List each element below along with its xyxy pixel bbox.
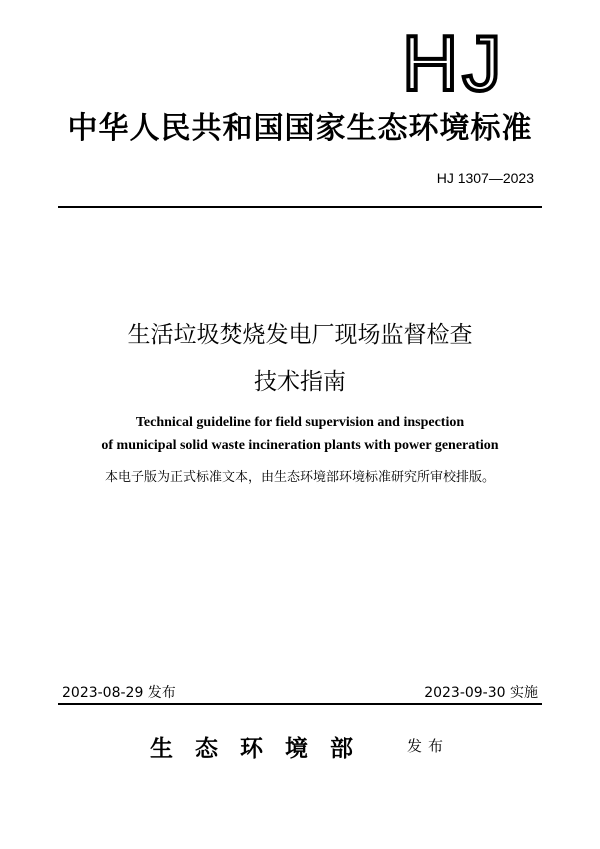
- english-title-line-2: of municipal solid waste incineration plants with power generation: [101, 438, 499, 453]
- top-divider: [58, 206, 542, 208]
- publisher-name: 生态环境部: [150, 735, 375, 762]
- hj-logo-text: HJ: [402, 22, 506, 97]
- standard-number: HJ 1307—2023: [436, 170, 534, 186]
- publish-label: 发布: [407, 737, 450, 755]
- hj-logo: [400, 22, 530, 97]
- bottom-divider: [58, 703, 542, 705]
- issue-date: 2023-08-29 发布: [62, 685, 176, 701]
- edition-note: 本电子版为正式标准文本，由生态环境部环境标准研究所审校排版。: [104, 470, 495, 485]
- agency-title: 中华人民共和国国家生态环境标准: [67, 111, 533, 146]
- implementation-date: 2023-09-30 实施: [424, 685, 538, 701]
- document-title-line-2: 技术指南: [254, 369, 346, 395]
- document-title-line-1: 生活垃圾焚烧发电厂现场监督检查: [127, 322, 473, 348]
- english-title-line-1: Technical guideline for field supervision and inspection: [135, 415, 465, 430]
